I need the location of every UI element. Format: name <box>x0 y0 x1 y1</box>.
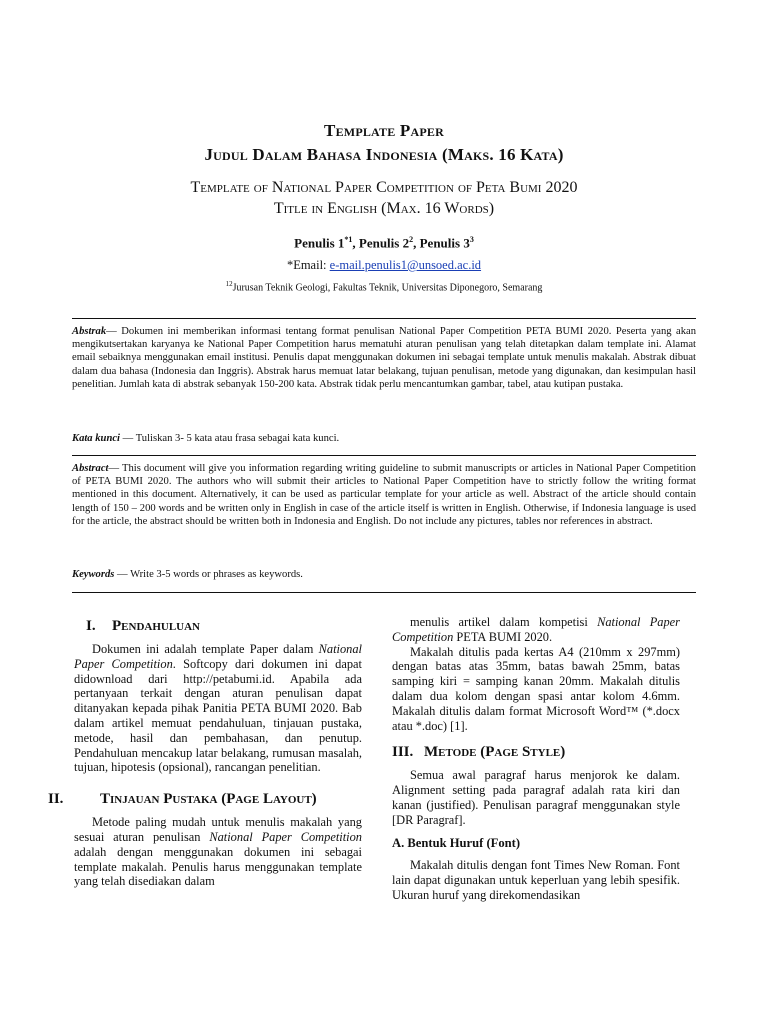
abstract-label: Abstract <box>72 463 109 474</box>
section-title: Pendahuluan <box>112 618 200 634</box>
section-number: III. <box>392 744 414 761</box>
paragraph: Semua awal paragraf harus menjorok ke dalam. Alignment setting pada paragraf adalah rata kiri dan kanan (justified). Penulisan paragraf menggunakan style [DR Paragraf]. <box>392 768 680 827</box>
section-number: I. <box>86 618 96 634</box>
section-number: II. <box>48 791 64 808</box>
section-title: Tinjauan Pustaka (Page Layout) <box>100 791 317 808</box>
text-run-italic: National Paper Competition <box>74 642 362 671</box>
email-label: *Email: <box>286 258 330 272</box>
left-column <box>48 617 362 889</box>
affiliation <box>0 280 768 293</box>
kata-kunci-text: Tuliskan 3- 5 kata atau frasa sebagai kata kunci. <box>135 433 340 444</box>
kata-kunci-label: Kata kunci <box>72 433 120 444</box>
divider-top <box>72 318 696 319</box>
keywords-text: Write 3-5 words or phrases as keywords. <box>130 569 303 580</box>
abstract-paragraph <box>72 462 696 528</box>
affiliation-sup: 12 <box>225 280 233 288</box>
paragraph: Makalah ditulis dengan font Times New Roman. Font lain dapat digunakan untuk keperluan yang lebih spesifik. Ukuran huruf yang direkomendasikan <box>392 858 680 902</box>
author-sup: 3 <box>469 235 474 244</box>
divider-middle <box>72 455 696 456</box>
title-line-1: Template Paper <box>324 121 444 140</box>
paragraph <box>74 642 362 775</box>
text-run: Metode paling mudah untuk menulis makalah yang sesuai aturan penulisan <box>74 815 362 844</box>
subsection-heading-a: A. Bentuk Huruf (Font) <box>392 835 521 850</box>
abstract-dash: — <box>108 463 122 474</box>
abstrak-label: Abstrak <box>72 326 107 337</box>
right-column <box>392 615 680 903</box>
section-heading-2 <box>48 790 362 809</box>
text-run-italic: National Paper Competition <box>392 615 680 644</box>
author-name: Penulis 1 <box>294 235 345 251</box>
author-sup: *1 <box>344 235 353 244</box>
author-sup: 2 <box>409 235 414 244</box>
section-heading-3 <box>392 743 680 762</box>
author-name: Penulis 2 <box>358 235 410 251</box>
author-name: Penulis 3 <box>419 235 470 251</box>
paragraph <box>74 815 362 889</box>
abstrak-dash: — <box>106 326 122 337</box>
author-sep: , <box>413 235 420 251</box>
keywords-dash: — <box>114 569 131 580</box>
keywords-line <box>72 569 696 580</box>
section-heading-1 <box>74 617 362 636</box>
email-line <box>0 258 768 273</box>
abstract-text: This document will give you information regarding writing guideline to submit manuscripts or articles in National Paper Competition of PETA BUMI 2020. The authors who will submit their articles to National Paper Competition have to strictly follow the writing format mentioned in this document. Alternatively, it can be used as particular template for your article as well. Abstract of the article should contain length of 150 – 200 words and be written only in English in case of the article itself is written in English. Otherwise, if Indonesia language is used for the article, the abstract should be written both in Indonesia and English. Do not include any pictures, tables nor references in abstract. <box>72 463 696 527</box>
abstrak-paragraph <box>72 325 696 391</box>
kata-kunci-line <box>72 433 696 444</box>
divider-bottom <box>72 592 696 593</box>
keywords-label: Keywords <box>72 569 115 580</box>
abstrak-text: Dokumen ini memberikan informasi tentang format penulisan National Paper Competition PETA BUMI 2020. Peserta yang akan mengikutsertakan karyanya ke National Paper Competition harus mematuhi aturan penulisan yang telah ditetapkan dalam template ini. Alamat email sebaiknya menggunakan email institusi. Penulis dapat menggunakan dokumen ini sebagai template untuk menulis makalah. Abstrak dibuat dalam dua bahasa (Indonesia dan Inggris). Abstrak harus memuat latar belakang, tujuan penulisan, metode yang digunakan, dan kesimpulan hasil penelitian. Jumlah kata di abstrak sebanyak 150-200 kata. Abstrak tidak perlu mencantumkan gambar, tabel, atau kutipan pustaka. <box>72 326 696 390</box>
text-run-italic: National Paper Competition <box>209 829 362 844</box>
paragraph: Makalah ditulis pada kertas A4 (210mm x 297mm) dengan batas atas 35mm, batas bawah 25mm, batas samping kiri = samping kanan 20mm. Makalah ditulis dalam dua kolom dengan spasi antar kolom 4.6mm. Makalah ditulis dalam format Microsoft Word™ (*.docx atau *.doc) [1]. <box>392 644 680 733</box>
text-run: menulis artikel dalam kompetisi <box>410 615 598 629</box>
text-run: . Softcopy dari dokumen ini dapat didownload dari http://petabumi.id. Apabila ada pertanyaan terkait dengan aturan penulisan dapat ditanyakan kepada pihak Panitia PETA BUMI 2020. Bab dalam artikel memuat pendahuluan, tinjauan pustaka, metode, hasil dan pembahasan, dan penutup. Pendahuluan mencakup latar belakang, rumusan masalah, tujuan, hipotesis (opsional), rancangan penelitian. <box>74 656 362 775</box>
text-run: adalah dengan menggunakan dokumen ini sebagai template makalah. Penulis harus menggunakan template yang telah disediakan dalam <box>74 844 362 889</box>
author-list <box>0 235 768 251</box>
section-title: Metode (Page Style) <box>424 744 566 761</box>
paragraph <box>392 615 680 645</box>
kata-kunci-dash: — <box>119 433 136 444</box>
affiliation-text: Jurusan Teknik Geologi, Fakultas Teknik, Universitas Diponegoro, Semarang <box>232 282 543 294</box>
title-line-3: Template of National Paper Competition of Peta Bumi 2020 <box>190 179 578 196</box>
title-line-2: Judul Dalam Bahasa Indonesia (Maks. 16 Kata) <box>204 145 564 164</box>
email-link[interactable]: e-mail.penulis1@unsoed.ac.id <box>329 258 482 272</box>
text-run: PETA BUMI 2020. <box>453 629 553 644</box>
title-line-4: Title in English (Max. 16 Words) <box>273 200 495 217</box>
author-sep: , <box>352 235 359 251</box>
text-run: Dokumen ini adalah template Paper dalam <box>92 642 319 656</box>
